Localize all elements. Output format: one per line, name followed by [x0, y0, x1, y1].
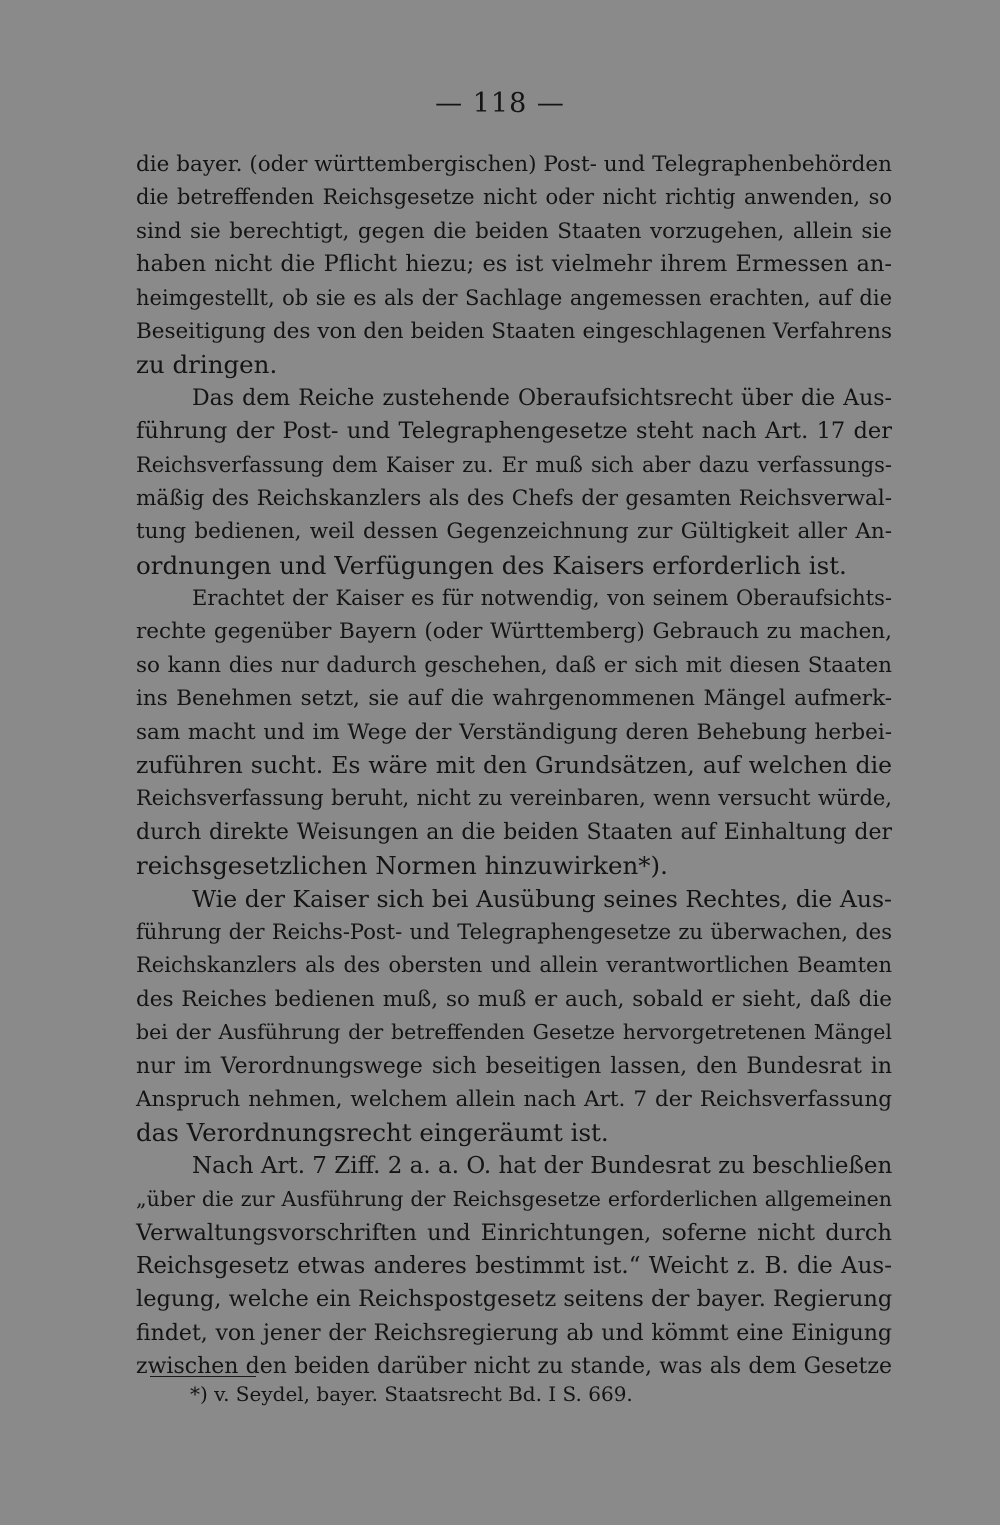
text-line: die bayer. (oder württembergischen) Post- und Telegraphenbehörden	[136, 152, 892, 177]
text-line: Verwaltungsvorschriften und Einrichtungen, soferne nicht durch	[136, 1219, 892, 1246]
footnote: *) v. Seydel, bayer. Staatsrecht Bd. I S. 669.	[190, 1382, 633, 1406]
footnote-divider	[150, 1376, 256, 1377]
text-line: ordnungen und Verfügungen des Kaisers erforderlich ist.	[136, 550, 847, 580]
text-line: die betreffenden Reichsgesetze nicht oder nicht richtig anwenden, so	[136, 185, 892, 210]
text-line: Nach Art. 7 Ziff. 2 a. a. O. hat der Bundesrat zu beschließen	[192, 1152, 893, 1179]
text-line: Wie der Kaiser sich bei Ausübung seines Rechtes, die Aus-	[192, 884, 892, 913]
text-line: zu dringen.	[136, 350, 278, 380]
text-line: Reichsverfassung beruht, nicht zu vereinbaren, wenn versucht würde,	[136, 786, 892, 811]
text-line: das Verordnungsrecht eingeräumt ist.	[136, 1118, 609, 1148]
text-line: haben nicht die Pflicht hiezu; es ist vielmehr ihrem Ermessen an-	[136, 251, 892, 278]
text-line: tung bedienen, weil dessen Gegenzeichnung zur Gültigkeit aller An-	[136, 519, 892, 545]
text-line: Anspruch nehmen, welchem allein nach Art. 7 der Reichsverfassung	[136, 1086, 892, 1112]
text-line: „über die zur Ausführung der Reichsgesetze erforderlichen allgemeinen	[136, 1187, 892, 1212]
text-line: mäßig des Reichskanzlers als des Chefs der gesamten Reichsverwal-	[136, 485, 892, 511]
page-number: — 118 —	[435, 88, 565, 119]
body-text	[136, 148, 892, 1383]
text-line: nur im Verordnungswege sich beseitigen lassen, den Bundesrat in	[136, 1053, 892, 1079]
text-line: reichsgesetzlichen Normen hinzuwirken*).	[136, 851, 668, 881]
text-line: zwischen den beiden darüber nicht zu stande, was als dem Gesetze	[136, 1354, 892, 1380]
text-line: Reichsverfassung dem Kaiser zu. Er muß sich aber dazu verfassungs-	[136, 452, 892, 477]
text-line: Reichskanzlers als des obersten und allein verantwortlichen Beamten	[136, 953, 892, 978]
text-line: Beseitigung des von den beiden Staaten eingeschlagenen Verfahrens	[136, 318, 892, 344]
text-line: führung der Post- und Telegraphengesetze steht nach Art. 17 der	[136, 418, 892, 445]
text-line: Reichsgesetz etwas anderes bestimmt ist.“ Weicht z. B. die Aus-	[136, 1252, 892, 1279]
text-line: legung, welche ein Reichspostgesetz seitens der bayer. Regierung	[136, 1286, 893, 1313]
text-line: durch direkte Weisungen an die beiden Staaten auf Einhaltung der	[136, 819, 892, 845]
text-line: führung der Reichs-Post- und Telegraphengesetze zu überwachen, des	[136, 919, 892, 944]
text-line: sam macht und im Wege der Verständigung deren Behebung herbei-	[136, 719, 892, 745]
text-line: des Reiches bedienen muß, so muß er auch, sobald er sieht, daß die	[136, 986, 892, 1012]
text-line: zuführen sucht. Es wäre mit den Grundsätzen, auf welchen die	[136, 751, 892, 780]
text-line: heimgestellt, ob sie es als der Sachlage angemessen erachten, auf die	[136, 285, 892, 310]
text-line: Erachtet der Kaiser es für notwendig, von seinem Oberaufsichts-	[192, 586, 892, 611]
text-line: Das dem Reiche zustehende Oberaufsichtsrecht über die Aus-	[192, 385, 892, 411]
text-line: ins Benehmen setzt, sie auf die wahrgenommenen Mängel aufmerk-	[136, 686, 892, 712]
text-line: sind sie berechtigt, gegen die beiden Staaten vorzugehen, allein sie	[136, 218, 892, 244]
text-line: so kann dies nur dadurch geschehen, daß er sich mit diesen Staaten	[136, 652, 892, 678]
text-line: rechte gegenüber Bayern (oder Württemberg) Gebrauch zu machen,	[136, 619, 892, 645]
text-line: bei der Ausführung der betreffenden Gesetze hervorgetretenen Mängel	[136, 1020, 892, 1045]
text-line: findet, von jener der Reichsregierung ab und kömmt eine Einigung	[136, 1320, 892, 1346]
